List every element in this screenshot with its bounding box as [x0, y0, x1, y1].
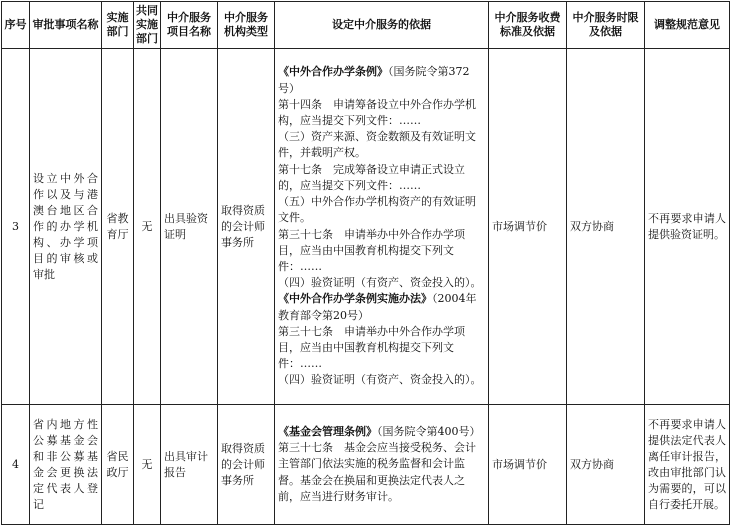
col-header-svc-name: 中介服务项目名称 — [161, 2, 218, 49]
cell-basis — [275, 49, 489, 405]
basis-para: （五）中外合作办学机构资产的有效证明文件。 — [278, 195, 476, 225]
col-header-no: 序号 — [2, 2, 30, 49]
basis-para: （四）验资证明（有资产、资金投入的）。 — [278, 276, 482, 290]
cell-dept: 省教育厅 — [102, 49, 134, 405]
basis-para: （三）资产来源、资金数额及有效证明文件，并载明产权。 — [278, 130, 476, 160]
basis-para: 第三十七条 申请举办中外合作办学项目，应当由中国教育机构提交下列文件：…… — [278, 227, 465, 273]
law-title: 《基金会管理条例》 — [278, 424, 377, 438]
cell-svc-name: 出具审计报告 — [161, 405, 218, 525]
law-title: 《中外合作办学条例实施办法》 — [278, 292, 432, 306]
col-header-basis: 设定中介服务的依据 — [275, 2, 489, 49]
cell-no: 3 — [2, 49, 30, 405]
cell-co-dept: 无 — [134, 49, 161, 405]
col-header-opinion: 调整规范意见 — [645, 2, 730, 49]
cell-opinion: 不再要求申请人提供法定代表人离任审计报告，改由审批部门认为需要的，可以自行委托开展。 — [645, 405, 730, 525]
table-row — [2, 49, 730, 405]
basis-para: 第十七条 完成筹备设立申请正式设立的，应当提交下列文件：…… — [278, 162, 465, 192]
law-title: 《中外合作办学条例》 — [278, 65, 388, 79]
col-header-co-dept: 共同实施部门 — [134, 2, 161, 49]
cell-org-type: 取得资质的会计师事务所 — [218, 405, 275, 525]
cell-item: 设立中外合作以及与港澳台地区合作的办学机构、办学项目的审核或审批 — [30, 49, 102, 405]
basis-para: （四）验资证明（有资产、资金投入的）。 — [278, 373, 482, 387]
col-header-fee: 中介服务收费标准及依据 — [489, 2, 567, 49]
col-header-org-type: 中介服务机构类型 — [218, 2, 275, 49]
cell-svc-name: 出具验资证明 — [161, 49, 218, 405]
table-row — [2, 405, 730, 525]
basis-para: 《中外合作办学条例实施办法》（2004年教育部令第20号） — [278, 292, 477, 322]
cell-time: 双方协商 — [567, 405, 645, 525]
cell-dept: 省民政厅 — [102, 405, 134, 525]
intermediary-service-table — [1, 1, 730, 525]
col-header-dept: 实施部门 — [102, 2, 134, 49]
col-header-item: 审批事项名称 — [30, 2, 102, 49]
cell-fee: 市场调节价 — [489, 405, 567, 525]
basis-para: 第十四条 申请筹备设立中外合作办学机构，应当提交下列文件：…… — [278, 97, 476, 128]
basis-para: 第三十七条 申请举办中外合作办学项目，应当由中国教育机构提交下列文件：…… — [278, 324, 465, 371]
cell-time: 双方协商 — [567, 49, 645, 405]
cell-item: 省内地方性公募基金会和非公募基金会更换法定代表人登记 — [30, 405, 102, 525]
col-header-time: 中介服务时限及依据 — [567, 2, 645, 49]
basis-para: 《基金会管理条例》（国务院令第400号） — [278, 424, 481, 438]
cell-org-type: 取得资质的会计师事务所 — [218, 49, 275, 405]
cell-basis — [275, 405, 489, 525]
cell-co-dept: 无 — [134, 405, 161, 525]
header-row — [2, 2, 730, 49]
cell-fee: 市场调节价 — [489, 49, 567, 405]
cell-no: 4 — [2, 405, 30, 525]
cell-opinion: 不再要求申请人提供验资证明。 — [645, 49, 730, 405]
basis-para: 《中外合作办学条例》（国务院令第372号） — [278, 65, 470, 95]
basis-para: 第三十七条 基金会应当接受税务、会计主管部门依法实施的税务监督和会计监督。基金会在换届和更换法定代表人之前，应当进行财务审计。 — [278, 441, 476, 503]
